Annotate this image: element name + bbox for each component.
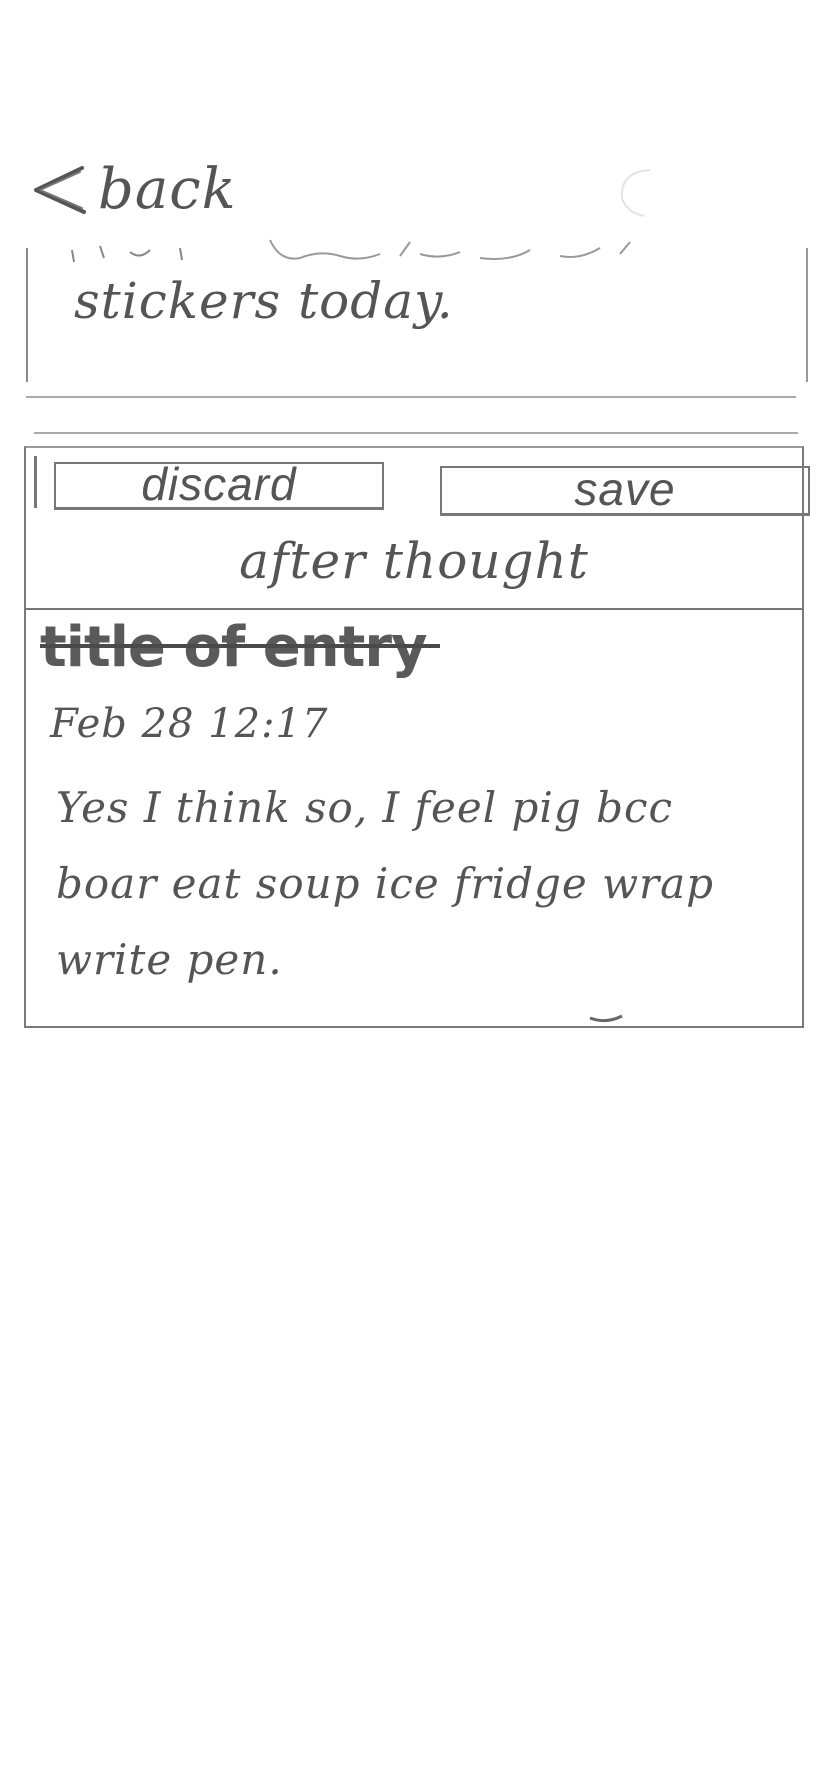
decorative-mark [588, 1012, 628, 1026]
list-divider [26, 396, 796, 398]
entry-date: Feb 28 12:17 [50, 701, 329, 747]
back-button[interactable] [28, 150, 237, 230]
editor-edge-mark [34, 456, 37, 508]
editor-button-row [54, 457, 786, 515]
editor-divider [26, 608, 802, 610]
save-label: save [574, 462, 676, 515]
list-divider [34, 432, 798, 434]
section-heading: after thought [239, 532, 589, 590]
discard-label: discard [141, 457, 297, 510]
previous-entry-text: stickers today. [74, 272, 454, 330]
chevron-left-icon [28, 160, 88, 220]
discard-button[interactable] [54, 457, 384, 510]
previous-entry-card[interactable] [26, 248, 808, 382]
back-label: back [98, 157, 237, 222]
decorative-arc [600, 160, 660, 220]
title-strikethrough [40, 644, 440, 648]
entry-title[interactable]: title of entry [40, 615, 427, 680]
save-button[interactable] [440, 462, 810, 516]
entry-body-text[interactable]: Yes I think so, I feel pig bcc boar eat soup ice fridge wrap write pen. [56, 783, 715, 984]
afterthought-editor [24, 446, 804, 1028]
